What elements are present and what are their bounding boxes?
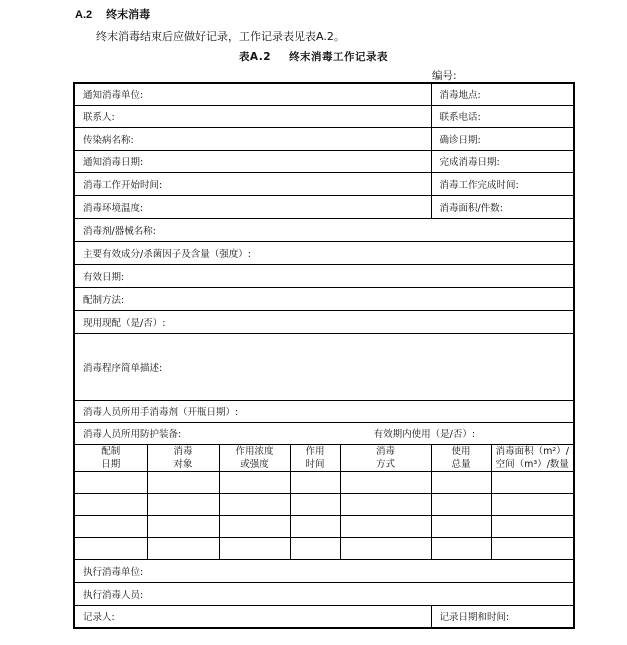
sub-header-target: 消毒 对象 — [147, 444, 219, 471]
cell-ppe[interactable] — [74, 422, 574, 444]
table-row[interactable] — [74, 515, 574, 537]
sub-header-duration: 作用 时间 — [290, 444, 340, 471]
cell-prep-method[interactable]: 配制方法: — [74, 287, 574, 310]
sub-header-row — [74, 444, 574, 471]
cell-notify-date[interactable]: 通知消毒日期: — [74, 150, 431, 172]
cell-exec-unit[interactable]: 执行消毒单位: — [74, 559, 574, 582]
cell-exec-staff[interactable]: 执行消毒人员: — [74, 582, 574, 605]
ppe-label: 消毒人员所用防护装备: — [83, 429, 182, 440]
cell-temperature[interactable]: 消毒环境温度: — [74, 195, 431, 218]
cell-agent-name[interactable]: 消毒剂/器械名称: — [74, 218, 574, 241]
cell-diagnosis-date[interactable]: 确诊日期: — [431, 127, 574, 150]
cell-notify-unit[interactable]: 通知消毒单位: — [74, 83, 431, 105]
disinfection-record-table — [73, 82, 575, 629]
cell-place[interactable]: 消毒地点: — [431, 83, 574, 105]
table-row[interactable] — [74, 471, 574, 493]
cell-area[interactable]: 消毒面积/件数: — [431, 195, 574, 218]
cell-fresh-prep[interactable]: 现用现配（是/否）: — [74, 310, 574, 333]
cell-phone[interactable]: 联系电话: — [431, 105, 574, 127]
sub-header-area: 消毒面积（m²）/ 空间（m³）/数量 — [491, 444, 574, 471]
sub-header-prep-date: 配制 日期 — [74, 444, 147, 471]
cell-contact[interactable]: 联系人: — [74, 105, 431, 127]
cell-procedure[interactable]: 消毒程序简单描述: — [74, 333, 574, 400]
table-title: 终末消毒工作记录表 — [289, 51, 389, 63]
cell-finish-time[interactable]: 消毒工作完成时间: — [431, 172, 574, 195]
table-caption — [0, 49, 627, 64]
cell-ingredient[interactable]: 主要有效成分/杀菌因子及含量（强度）: — [74, 241, 574, 264]
cell-recorder[interactable]: 记录人: — [74, 605, 431, 628]
cell-expiry[interactable]: 有效日期: — [74, 264, 574, 287]
section-heading — [75, 6, 150, 22]
table-number: 表A.2 — [238, 51, 272, 63]
sub-header-amount: 使用 总量 — [431, 444, 491, 471]
intro-text: 终末消毒结束后应做好记录，工作记录表见表A.2。 — [96, 30, 345, 43]
table-row[interactable] — [74, 537, 574, 559]
cell-record-time[interactable]: 记录日期和时间: — [431, 605, 574, 628]
section-title: 终末消毒 — [106, 8, 151, 21]
cell-start-time[interactable]: 消毒工作开始时间: — [74, 172, 431, 195]
ppe-valid-label: 有效期内使用（是/否）: — [373, 429, 476, 440]
table-row[interactable] — [74, 493, 574, 515]
cell-hand-sanitizer[interactable]: 消毒人员所用手消毒剂（开瓶日期）: — [74, 400, 574, 422]
cell-complete-date[interactable]: 完成消毒日期: — [431, 150, 574, 172]
sub-header-concentration: 作用浓度 或强度 — [219, 444, 290, 471]
serial-number-label: 编号: — [432, 70, 457, 82]
section-number: A.2 — [75, 9, 93, 21]
sub-header-method: 消毒 方式 — [340, 444, 431, 471]
cell-disease[interactable]: 传染病名称: — [74, 127, 431, 150]
